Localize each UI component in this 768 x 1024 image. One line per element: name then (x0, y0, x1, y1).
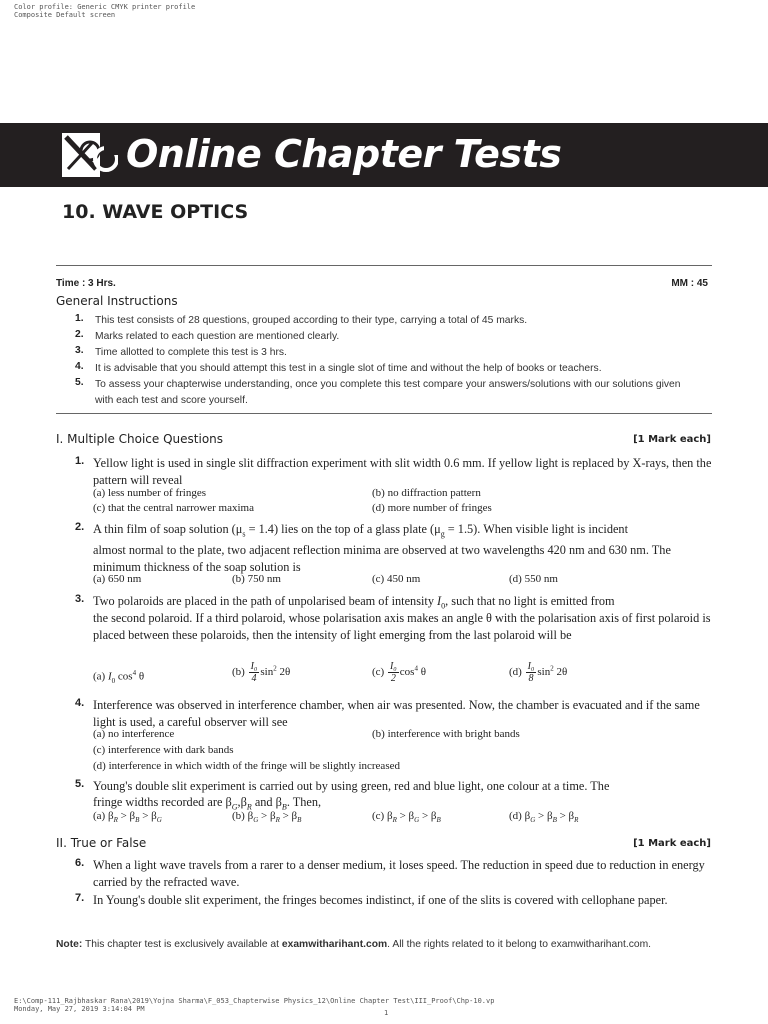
question-number: 1. (75, 455, 85, 467)
option-label: (d) (509, 666, 522, 679)
text-part: θ (417, 666, 426, 679)
instruction-text: This test consists of 28 questions, grouped according to their type, carrying a total of 45 marks. (95, 315, 528, 326)
instruction-number: 3. (75, 345, 84, 356)
section-marks: [1 Mark each] (633, 838, 711, 849)
question-text: When a light wave travels from a rarer to a denser medium, it loses speed. The reduction in speed due to reduction in energy carried by the refracted wave. (93, 858, 705, 889)
text-part: 2θ (276, 666, 291, 679)
text-part: θ (136, 670, 145, 683)
text-part: A thin film of soap solution (μ (93, 522, 243, 536)
text-part: (a) β (93, 810, 114, 822)
print-header-line1: Color profile: Generic CMYK printer profile (14, 3, 196, 11)
note-label: Note: (56, 939, 83, 950)
numerator: I₀ (250, 661, 258, 672)
fraction (526, 661, 537, 684)
page-number: 1 (384, 1009, 389, 1017)
variable: I (107, 670, 112, 683)
denominator: 4 (251, 673, 257, 684)
option-d: (d) interference in which width of the fringe will be slightly increased (93, 760, 400, 772)
chapter-title: 10. WAVE OPTICS (62, 201, 249, 223)
subscript: g (440, 529, 445, 539)
question-number: 4. (75, 697, 85, 709)
denominator: 8 (528, 673, 534, 684)
text-part: fringe widths recorded are β (93, 795, 232, 809)
fraction (388, 661, 399, 684)
question-number: 5. (75, 778, 85, 790)
option-b: (b) no diffraction pattern (372, 487, 481, 499)
banner-title: Online Chapter Tests (126, 132, 562, 176)
subscript: 0 (441, 601, 446, 611)
print-header-line2: Composite Default screen (14, 11, 116, 19)
text-part: , such that no light is emitted from (445, 594, 615, 608)
site-link[interactable]: examwitharihant.com (281, 939, 388, 950)
section-marks: [1 Mark each] (633, 434, 711, 445)
question-text (93, 521, 715, 543)
question-number: 2. (75, 521, 85, 533)
superscript: 4 (132, 669, 137, 677)
superscript: 2 (273, 664, 277, 673)
option-a: (a) less number of fringes (93, 487, 207, 499)
option-a (93, 669, 144, 685)
option-b: (b) interference with bright bands (372, 728, 520, 740)
question-text-continued: fringe widths recorded are $\beta_G,\beta_R$ and $\beta_B$. Then, (93, 795, 322, 812)
option-c: (c) $\beta_R > \beta_G > \beta_B$ (372, 810, 441, 825)
instruction-text: Time allotted to complete this test is 3 hrs. (95, 347, 287, 358)
banner (0, 123, 768, 187)
question-number: 3. (75, 593, 85, 605)
text-part: cos (115, 670, 133, 683)
numerator: I₀ (389, 661, 397, 672)
text-part: sin (537, 666, 551, 679)
question-text: Interference was observed in interference chamber, when air was presented. Now, the chamber is evacuated and if the same light is used, a careful observer will see (93, 698, 700, 729)
question-text: In Young's double slit experiment, the fringes becomes indistinct, if one of the slits is covered with cellophane paper. (93, 893, 668, 907)
option-b: (b) $\beta_G > \beta_R > \beta_B$ (232, 810, 302, 825)
print-footer-path: E:\Comp-111_Rajbhaskar Rana\2019\Yojna Sharma\F_053_Chapterwise Physics_12\Online Chapter Test\III_Proof\Chp-10.vp (14, 997, 495, 1005)
denominator: 2 (390, 673, 396, 684)
option-a: (a) $\beta_R > \beta_B > \beta_G$ (93, 810, 162, 825)
section-title: I. Multiple Choice Questions (56, 432, 224, 446)
question-number: 6. (75, 857, 85, 869)
question-text: Young's double slit experiment is carried out by using green, red and blue light, one colour at a time. The (93, 779, 610, 793)
option-label: (b) (232, 666, 245, 679)
option-d: (d) 550 nm (509, 573, 558, 585)
subscript: 0 (111, 676, 116, 685)
text-part: (c) β (372, 810, 393, 822)
divider (56, 413, 712, 414)
text-part: cos (399, 666, 415, 679)
option-c: (c) interference with dark bands (93, 744, 234, 756)
option-b: (b) 750 nm (232, 573, 281, 585)
fraction (249, 661, 260, 684)
print-footer-date: Monday, May 27, 2019 3:14:04 PM (14, 1005, 145, 1013)
option-c (372, 661, 426, 684)
text-part: sin (260, 666, 274, 679)
question-text: Yellow light is used in single slit diffraction experiment with slit width 0.6 mm. If yellow light is replaced by X-rays, then the pattern will reveal (93, 456, 712, 487)
option-b (232, 661, 290, 684)
instruction-number: 5. (75, 377, 84, 388)
instruction-text: Marks related to each question are mentioned clearly. (95, 331, 340, 342)
instruction-number: 4. (75, 361, 84, 372)
instruction-item (75, 345, 715, 356)
note-text: This chapter test is exclusively available at (82, 939, 282, 950)
option-label: (a) (93, 670, 106, 683)
option-c: (c) that the central narrower maxima (93, 502, 254, 514)
instruction-number: 1. (75, 313, 84, 324)
instruction-text: It is advisable that you should attempt this test in a single slot of time and without the help of books or teachers. (95, 363, 602, 374)
text-part: (b) β (232, 810, 254, 822)
instruction-item (75, 329, 715, 340)
instruction-item (75, 377, 715, 406)
question-text-continued: almost normal to the plate, two adjacent reflection minima are observed at two wavelengths 420 nm and 630 nm. The minimum thickness of the soap solution is (93, 543, 671, 574)
option-d: (d) more number of fringes (372, 502, 492, 514)
subscript: s (242, 529, 246, 539)
option-a: (a) no interference (93, 728, 175, 740)
general-instructions-heading: General Instructions (56, 294, 178, 308)
question-number: 7. (75, 892, 85, 904)
text-part: Two polaroids are placed in the path of unpolarised beam of intensity (93, 594, 438, 608)
option-d (509, 661, 567, 684)
option-c: (c) 450 nm (372, 573, 421, 585)
text-part: . Then, (286, 795, 322, 809)
max-marks-label: MM : 45 (671, 278, 708, 289)
instruction-item (75, 361, 715, 372)
option-d: (d) $\beta_G > \beta_B > \beta_R$ (509, 810, 579, 825)
instruction-item (75, 313, 715, 324)
section-title: II. True or False (56, 836, 147, 850)
instruction-number: 2. (75, 329, 84, 340)
arihant-logo-icon (62, 129, 118, 181)
option-label: (c) (372, 666, 385, 679)
numerator: I₀ (527, 661, 535, 672)
time-label: Time : 3 Hrs. (56, 278, 116, 289)
superscript: 2 (550, 664, 554, 673)
instruction-text: To assess your chapterwise understanding, once you complete this test compare your answers/solutions with our solutions given with each test and score yourself. (95, 379, 681, 406)
divider (56, 265, 712, 266)
text-part: (d) β (509, 810, 531, 822)
text-part: = 1.5). When visible light is incident (444, 522, 629, 536)
footer-note (56, 939, 651, 950)
option-a: (a) 650 nm (93, 573, 142, 585)
note-text: . All the rights related to it belong to examwitharihant.com. (387, 939, 652, 950)
superscript: 4 (414, 664, 418, 673)
variable: I (437, 594, 442, 608)
question-text-continued: the second polaroid. If a third polaroid, whose polarisation axis makes an angle θ with the polarisation axis of first polaroid is placed between these polaroids, then the intensity of light emerging from the last polaroid will be (93, 611, 711, 642)
text-part: 2θ (553, 666, 568, 679)
text-part: = 1.4) lies on the top of a glass plate (μ (245, 522, 441, 536)
